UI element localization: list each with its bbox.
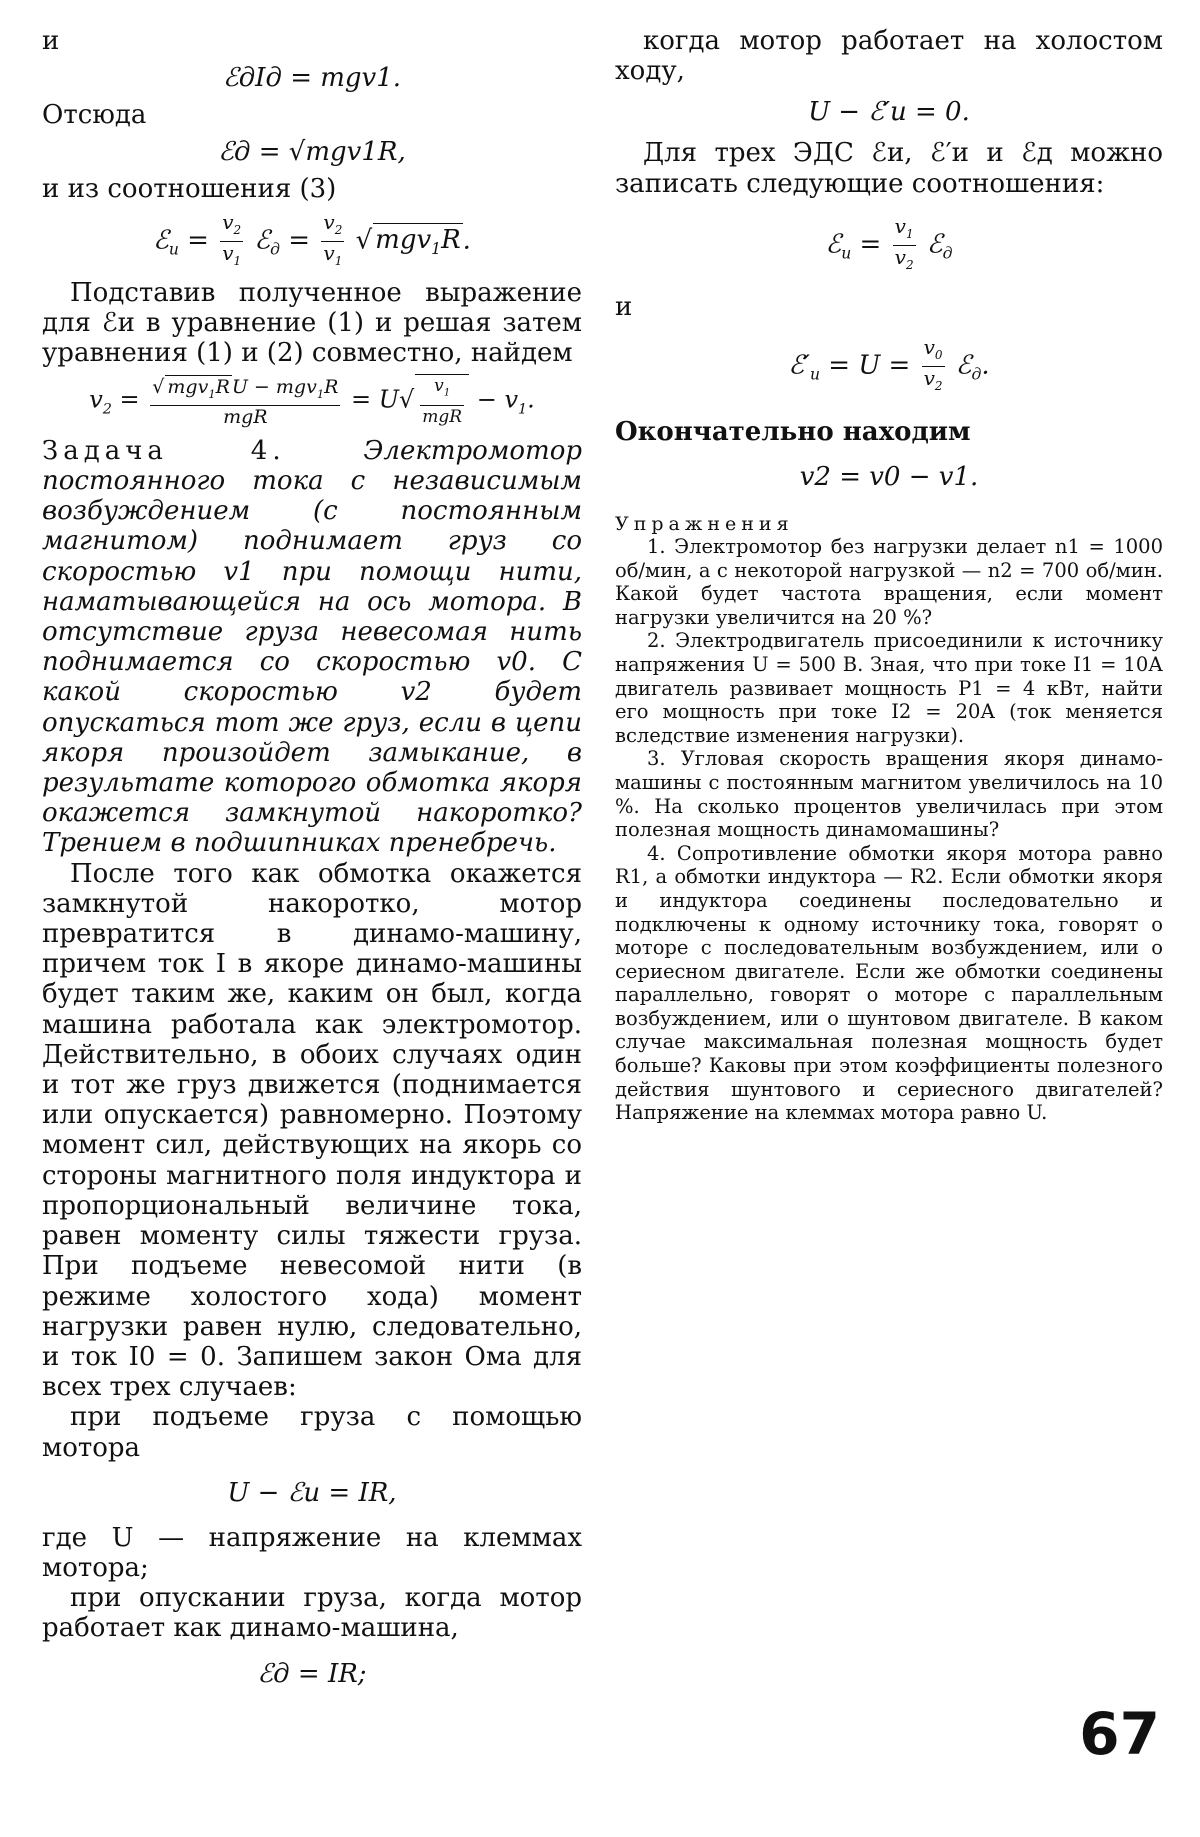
exercise-2: 2. Электродвигатель присоединили к источнику напряжения U = 500 В. Зная, что при токе I1 = 10А двигатель развивает мощность P1 = 4 кВт, найти его мощность при токе I2 = 20А (ток меняется вследствие изменения нагрузки). bbox=[615, 629, 1163, 747]
formula-ei-ratio: ℰ$_и$ = $\frac{v_1}{v_2}$ ℰ$_д$ bbox=[615, 215, 1163, 276]
heading-finally: Окончательно находим bbox=[615, 417, 971, 448]
left-column bbox=[42, 26, 582, 1704]
task-4-statement: Электромотор постоянного тока с независимым возбуждением (с постоянным магнитом) поднимает груз со скоростью v1 при помощи нити, наматывающейся на ось мотора. В отсутствие груза невесомая нить поднимается со скоростью v0. С какой скоростью v2 будет опускаться тот же груз, если в цепи якоря произойдет замыкание, в результате которого обмотка якоря окажется замкнутой накоротко? Трением в подшипниках пренебречь. bbox=[42, 435, 582, 859]
text-otsyuda: Отсюда bbox=[42, 100, 147, 131]
formula-ohm-motor: U − ℰи = IR, bbox=[227, 1477, 397, 1508]
formula-final: v2 = v0 − v1. bbox=[799, 462, 979, 493]
fraction-v1-v2: $\frac{v_1}{v_2}$ bbox=[894, 213, 914, 272]
formula-v2-solution: $v_2$ = $\frac{√ mgv_1R U - mgv_1R}{\text{mgR}}$ = U√ $\frac{v_1}{\text{mgR}}$ − $v_1$. bbox=[89, 376, 535, 428]
page-number: 67 bbox=[1079, 1700, 1160, 1768]
paragraph-after-short-circuit: После того как обмотка окажется замкнутой накоротко, мотор превратится в динамо-машину, причем ток I в якоре динамо-машины будет таким же, каким он был, когда машина работала как электромотор. Действительно, в обоих случаях один и тот же груз движется (поднимается или опускается) равномерно. Поэтому момент сил, действующих на якорь со стороны магнитного поля индуктора и пропорциональный величине тока, равен моменту силы тяжести груза. При подъеме невесомой нити (в режиме холостого хода) момент нагрузки равен нулю, следовательно, и ток I0 = 0. Запишем закон Ома для всех трех случаев: bbox=[42, 858, 582, 1403]
right-column bbox=[615, 26, 1163, 1125]
paragraph-where-u: где U — напряжение на клеммах мотора; bbox=[42, 1522, 582, 1583]
exercise-3: 3. Угловая скорость вращения якоря динамо-машины с постоянным магнитом увеличилось на 10 %. На сколько процентов увеличилась при этом полезная мощность динамомашины? bbox=[615, 747, 1163, 842]
fraction-v2-v1: $\frac{v_2}{v_1}$ bbox=[222, 209, 242, 268]
exercise-1: 1. Электромотор без нагрузки делает n1 = 1000 об/мин, а с некоторой нагрузкой — n2 = 700 об/мин. Какой будет частота вращения, если момент нагрузки увеличится на 20 %? bbox=[615, 535, 1163, 629]
formula-ohm-dynamo: ℰд = IR; bbox=[257, 1658, 367, 1689]
formula-power-balance: ℰдIд = mgv1. bbox=[222, 63, 402, 94]
formula-emf-d: ℰд = √mgv1R, bbox=[218, 137, 406, 168]
paragraph-idle: когда мотор работает на холостом ходу, bbox=[615, 26, 1163, 87]
fraction-v1-mgR: $\frac{v_1}{\text{mgR}}$ bbox=[422, 376, 463, 427]
paragraph-lowering: при опускании груза, когда мотор работает как динамо-машина, bbox=[42, 1583, 582, 1644]
fraction-v2-v1: $\frac{v_2}{v_1}$ bbox=[323, 209, 343, 268]
word-and-right: и bbox=[615, 291, 633, 322]
task-4 bbox=[42, 436, 582, 859]
fraction-solution: $\frac{√ mgv_1R U - mgv_1R}{\text{mgR}}$ bbox=[152, 376, 339, 428]
exercise-4: 4. Сопротивление обмотки якоря мотора равно R1, а обмотки индуктора — R2. Если обмотки якоря и индуктора соединены последовательно и подключены к одному источнику тока, говорят о моторе с последовательным возбуждением, или о сериесном двигателе. Если же обмотки соединены параллельно, говорят о моторе с параллельным возбуждением, или о шунтовом двигателе. В каком случае максимальная полезная мощность будет больше? Каковы при этом коэффициенты полезного действия шунтового и сериесного двигателей? Напряжение на клеммах мотора равно U. bbox=[615, 841, 1163, 1125]
formula-ei-prime: $ℰ'_и = U$ = $\frac{v_0}{v_2}$ ℰ$_д$. bbox=[615, 336, 1163, 397]
paragraph-substituting: Подставив полученное выражение для ℰи в уравнение (1) и решая затем уравнения (1) и (2) совместно, найдем bbox=[42, 277, 582, 369]
text-from-relation: и из соотношения (3) bbox=[42, 174, 337, 205]
task-4-label: Задача 4. bbox=[42, 435, 286, 466]
formula-emf-i: ℰ$_и$ = $\frac{v_2}{v_1}$ ℰ$_д$ = $\frac{v_2}{v_1}$ √ mgv$_1$R. bbox=[42, 211, 582, 272]
paragraph-three-emf: Для трех ЭДС ℰи, ℰ′и и ℰд можно записать следующие соотношения: bbox=[615, 138, 1163, 199]
formula-idle: U − ℰ′и = 0. bbox=[808, 97, 970, 128]
exercises-title: Упражнения bbox=[615, 513, 794, 536]
word-and: и bbox=[42, 26, 60, 56]
paragraph-lifting: при подъеме груза с помощью мотора bbox=[42, 1402, 582, 1463]
fraction-v0-v2: $\frac{v_0}{v_2}$ bbox=[923, 335, 943, 394]
